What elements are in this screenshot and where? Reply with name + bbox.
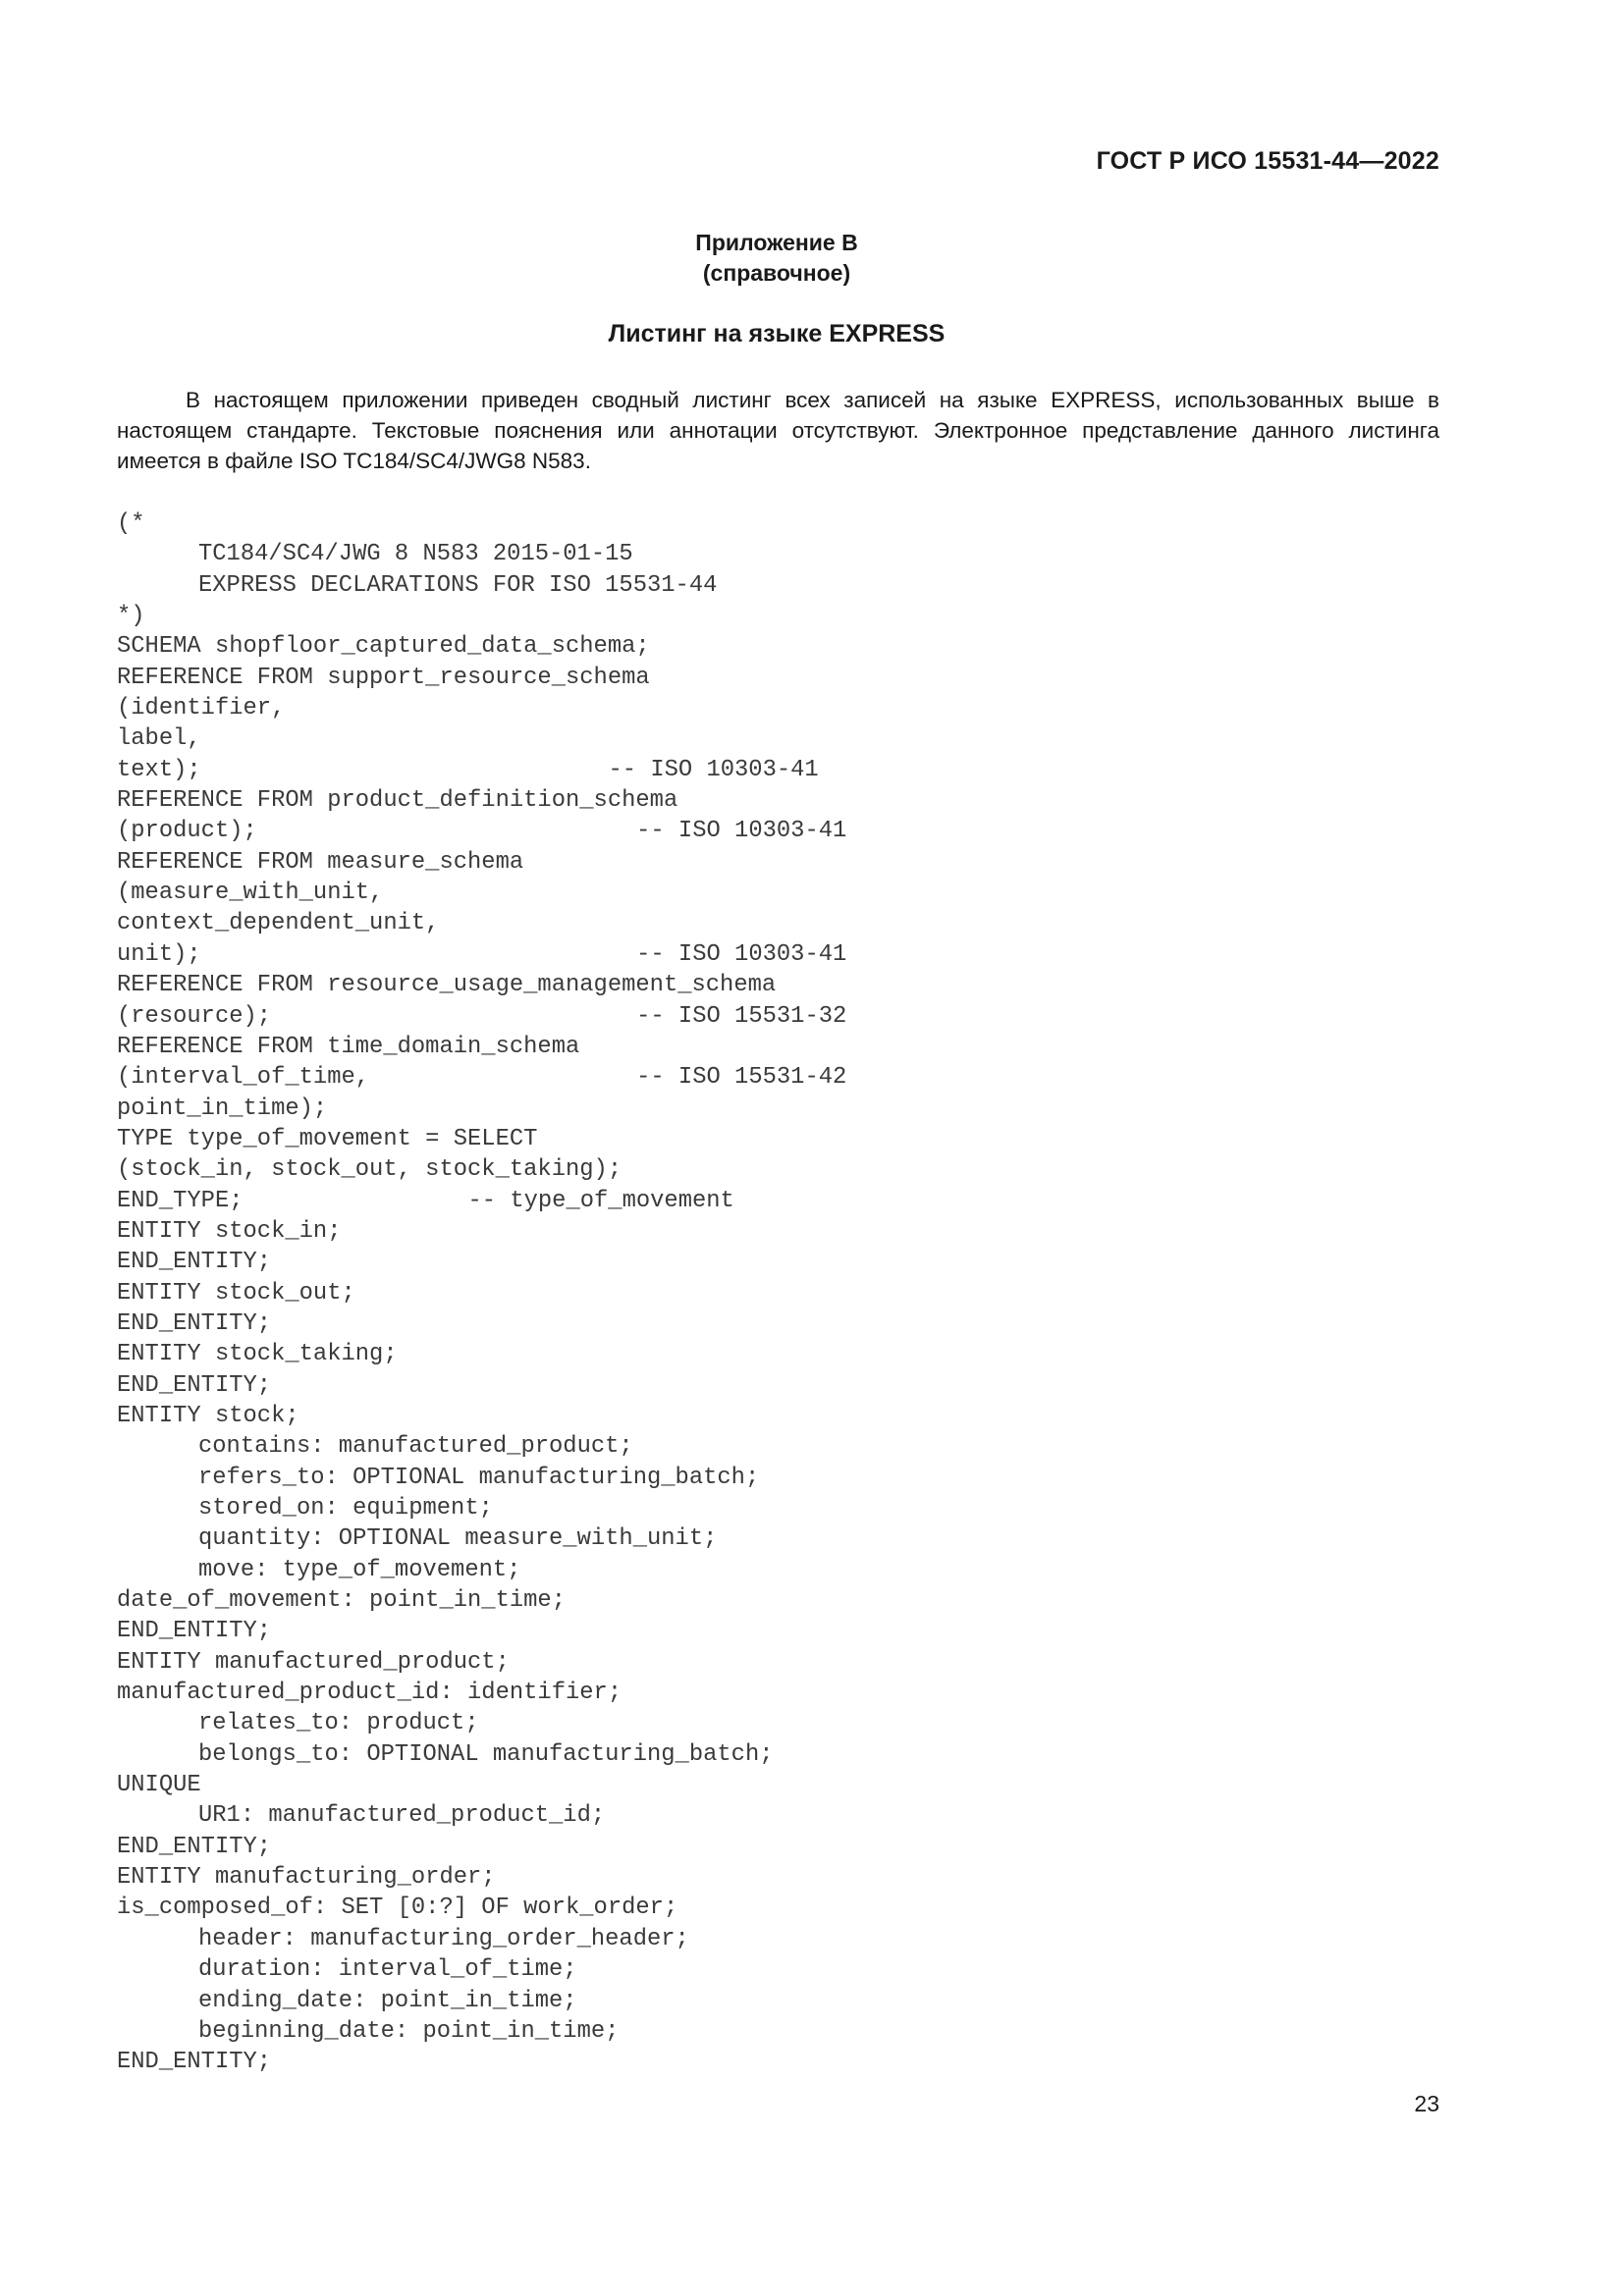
listing-line — [117, 1278, 776, 1308]
listing-line — [117, 878, 776, 908]
listing-code: END_TYPE; — [117, 1187, 244, 1214]
listing-line — [117, 1493, 776, 1523]
listing-line — [117, 2016, 776, 2047]
listing-line — [117, 1770, 776, 1800]
listing-line — [117, 1154, 776, 1185]
listing-code: ENTITY manufactured_product; — [117, 1648, 510, 1676]
listing-code: UNIQUE — [117, 1772, 201, 1799]
listing-line — [117, 1523, 776, 1554]
listing-code: END_ENTITY; — [117, 1618, 272, 1645]
listing-code: manufactured_product_id: identifier; — [117, 1680, 623, 1707]
listing-code: ENTITY stock_out; — [117, 1279, 355, 1307]
listing-comment: -- type_of_movement — [467, 1187, 734, 1214]
listing-line — [117, 1585, 776, 1616]
listing-code: (measure_with_unit, — [117, 880, 384, 907]
listing-line — [117, 1401, 776, 1431]
listing-code: contains: manufactured_product; — [198, 1433, 633, 1461]
listing-line — [117, 847, 776, 878]
listing-line — [117, 723, 776, 754]
listing-code: label, — [117, 725, 201, 753]
appendix-title-block — [0, 228, 1553, 289]
listing-code: TC184/SC4/JWG 8 N583 2015-01-15 — [198, 541, 633, 568]
listing-line — [117, 1832, 776, 1862]
listing-line — [117, 1555, 776, 1585]
listing-line — [117, 1616, 776, 1646]
listing-line — [117, 1431, 776, 1462]
listing-line — [117, 1800, 776, 1831]
listing-line — [117, 1678, 776, 1708]
listing-line — [117, 1001, 847, 1032]
listing-code: move: type_of_movement; — [198, 1556, 521, 1583]
intro-paragraph: В настоящем приложении приведен сводный листинг всех записей на языке EXPRESS, использованных выше в настоящем стандарте. Текстовые пояснения или аннотации отсутствуют. Электронное представление данного листинга имеется в файле ISO TC184/SC4/JWG8 N583. — [117, 388, 1439, 473]
listing-code: point_in_time); — [117, 1095, 328, 1122]
listing-line — [117, 1647, 776, 1678]
listing-line — [117, 1216, 776, 1247]
listing-line — [117, 1094, 776, 1124]
listing-code: text); — [117, 756, 201, 783]
listing-code: ENTITY manufacturing_order; — [117, 1864, 496, 1892]
listing-line — [117, 1186, 776, 1216]
listing-line — [117, 1986, 776, 2016]
listing-code: (identifier, — [117, 695, 286, 722]
listing-code: refers_to: OPTIONAL manufacturing_batch; — [198, 1464, 760, 1491]
listing-line — [117, 570, 776, 601]
listing-code: ending_date: point_in_time; — [198, 1987, 577, 2014]
listing-comment: -- ISO 10303-41 — [608, 756, 819, 783]
page-number: 23 — [1414, 2091, 1439, 2116]
listing-code: REFERENCE FROM support_resource_schema — [117, 664, 650, 691]
listing-line — [117, 755, 819, 785]
listing-code: relates_to: product; — [198, 1710, 479, 1737]
listing-code: REFERENCE FROM resource_usage_management_schema — [117, 972, 777, 999]
listing-line — [117, 1862, 776, 1893]
listing-code: END_ENTITY; — [117, 2049, 272, 2076]
listing-code: *) — [117, 603, 145, 630]
document-code: ГОСТ Р ИСО 15531-44—2022 — [1096, 147, 1439, 175]
listing-line — [117, 539, 776, 569]
listing-code: (product); — [117, 818, 257, 845]
listing-line — [117, 939, 847, 970]
listing-code: END_ENTITY; — [117, 1249, 272, 1276]
listing-line — [117, 508, 776, 539]
listing-code: (* — [117, 510, 145, 537]
listing-line — [117, 1708, 776, 1738]
listing-line — [117, 1247, 776, 1277]
listing-code: stored_on: equipment; — [198, 1495, 493, 1522]
listing-code: date_of_movement: point_in_time; — [117, 1587, 566, 1615]
listing-line — [117, 2047, 776, 2077]
listing-line — [117, 1032, 776, 1062]
listing-code: (stock_in, stock_out, stock_taking); — [117, 1156, 623, 1184]
listing-line — [117, 1339, 776, 1369]
listing-code: header: manufacturing_order_header; — [198, 1925, 689, 1952]
listing-comment: -- ISO 15531-32 — [636, 1002, 847, 1030]
listing-line — [117, 1124, 776, 1154]
listing-line — [117, 908, 776, 938]
listing-line — [117, 970, 776, 1000]
listing-line — [117, 1463, 776, 1493]
listing-line — [117, 1924, 776, 1954]
listing-line — [117, 693, 776, 723]
listing-line — [117, 1062, 847, 1093]
listing-code: ENTITY stock; — [117, 1402, 299, 1429]
appendix-type: (справочное) — [702, 260, 851, 286]
listing-code: REFERENCE FROM measure_schema — [117, 848, 524, 876]
appendix-title: Приложение В — [695, 230, 858, 255]
listing-code: (interval_of_time, — [117, 1064, 370, 1092]
listing-line — [117, 1893, 776, 1923]
listing-code: TYPE type_of_movement = SELECT — [117, 1125, 538, 1152]
listing-line — [117, 1739, 776, 1770]
listing-line — [117, 631, 776, 662]
listing-code: unit); — [117, 940, 201, 968]
listing-line — [117, 1308, 776, 1339]
listing-comment: -- ISO 10303-41 — [636, 818, 847, 845]
section-heading: Листинг на языке EXPRESS — [608, 320, 946, 347]
listing-code: context_dependent_unit, — [117, 910, 440, 937]
listing-line — [117, 601, 776, 631]
listing-code: belongs_to: OPTIONAL manufacturing_batch; — [198, 1740, 774, 1768]
listing-code: REFERENCE FROM product_definition_schema — [117, 787, 678, 815]
listing-line — [117, 785, 776, 816]
listing-code: END_ENTITY; — [117, 1309, 272, 1337]
listing-code: EXPRESS DECLARATIONS FOR ISO 15531-44 — [198, 571, 718, 599]
listing-line — [117, 816, 847, 846]
listing-code: REFERENCE FROM time_domain_schema — [117, 1033, 580, 1060]
listing-line — [117, 1370, 776, 1401]
listing-code: duration: interval_of_time; — [198, 1956, 577, 1984]
listing-code: UR1: manufactured_product_id; — [198, 1802, 606, 1830]
listing-code: beginning_date: point_in_time; — [198, 2017, 620, 2045]
listing-code: (resource); — [117, 1002, 272, 1030]
listing-code: END_ENTITY; — [117, 1833, 272, 1860]
listing-line — [117, 663, 776, 693]
listing-code: ENTITY stock_taking; — [117, 1341, 398, 1368]
listing-code: quantity: OPTIONAL measure_with_unit; — [198, 1525, 718, 1553]
listing-code: ENTITY stock_in; — [117, 1217, 342, 1245]
listing-code: is_composed_of: SET [0:?] OF work_order; — [117, 1895, 678, 1922]
listing-line — [117, 1954, 776, 1985]
listing-code: END_ENTITY; — [117, 1371, 272, 1399]
listing-code: SCHEMA shopfloor_captured_data_schema; — [117, 633, 650, 661]
listing-comment: -- ISO 15531-42 — [636, 1064, 847, 1092]
listing-comment: -- ISO 10303-41 — [636, 940, 847, 968]
express-listing — [117, 508, 847, 2078]
